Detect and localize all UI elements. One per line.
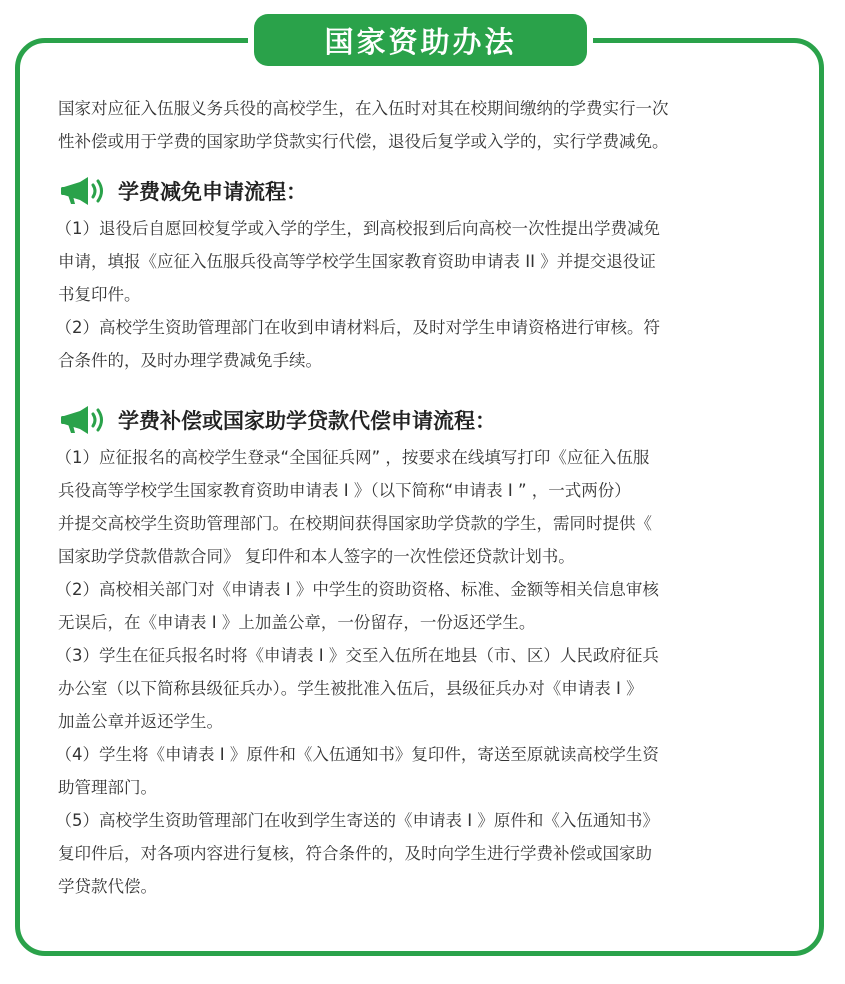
megaphone-icon bbox=[58, 174, 110, 208]
page-title: 国家资助办法 bbox=[254, 14, 587, 66]
section2-title: 学费补偿或国家助学贷款代偿申请流程： bbox=[118, 409, 496, 433]
section2-item bbox=[55, 441, 788, 573]
item-line: 国家助学贷款借款合同》 复印件和本人签字的一次性偿还贷款计划书。 bbox=[58, 547, 575, 566]
content bbox=[55, 92, 788, 903]
megaphone-icon bbox=[58, 403, 110, 437]
item-line: 合条件的，及时办理学费减免手续。 bbox=[58, 351, 322, 370]
item-line: 无误后，在《申请表 I 》上加盖公章，一份留存，一份返还学生。 bbox=[58, 613, 536, 632]
title-tab bbox=[248, 12, 593, 68]
item-line: （5）高校学生资助管理部门在收到学生寄送的《申请表 I 》原件和《入伍通知书》 bbox=[55, 811, 659, 830]
item-line: （4）学生将《申请表 I 》原件和《入伍通知书》复印件，寄送至原就读高校学生资 bbox=[55, 745, 659, 764]
section1-item bbox=[55, 212, 788, 311]
item-line: 兵役高等学校学生国家教育资助申请表 I 》（以下简称“申请表 I ” ，一式两份） bbox=[58, 481, 631, 500]
item-line: 申请，填报《应征入伍服兵役高等学校学生国家教育资助申请表 II 》并提交退役证 bbox=[58, 252, 656, 271]
item-line: 并提交高校学生资助管理部门。在校期间获得国家助学贷款的学生，需同时提供《 bbox=[58, 514, 652, 533]
item-line: 办公室（以下简称县级征兵办）。学生被批准入伍后，县级征兵办对《申请表 I 》 bbox=[58, 679, 643, 698]
item-line: 学贷款代偿。 bbox=[58, 877, 157, 896]
item-line: （1）退役后自愿回校复学或入学的学生，到高校报到后向高校一次性提出学费减免 bbox=[55, 219, 661, 238]
section1-heading bbox=[58, 172, 788, 210]
item-line: （1）应征报名的高校学生登录“全国征兵网” ，按要求在线填写打印《应征入伍服 bbox=[55, 448, 650, 467]
section2-heading bbox=[58, 401, 788, 439]
item-line: 助管理部门。 bbox=[58, 778, 157, 797]
item-line: 复印件后，对各项内容进行复核，符合条件的，及时向学生进行学费补偿或国家助 bbox=[58, 844, 652, 863]
section2-item bbox=[55, 804, 788, 903]
section2-item bbox=[55, 573, 788, 639]
section2-item bbox=[55, 738, 788, 804]
item-line: 加盖公章并返还学生。 bbox=[58, 712, 223, 731]
section1-item bbox=[55, 311, 788, 377]
intro-paragraph bbox=[58, 92, 788, 158]
item-line: 书复印件。 bbox=[58, 285, 141, 304]
section1-title: 学费减免申请流程： bbox=[118, 180, 307, 204]
section2-item bbox=[55, 639, 788, 738]
intro-line: 国家对应征入伍服义务兵役的高校学生，在入伍时对其在校期间缴纳的学费实行一次 bbox=[58, 99, 669, 118]
item-line: （2）高校相关部门对《申请表 I 》中学生的资助资格、标准、金额等相关信息审核 bbox=[55, 580, 659, 599]
item-line: （2）高校学生资助管理部门在收到申请材料后，及时对学生申请资格进行审核。符 bbox=[55, 318, 661, 337]
intro-line: 性补偿或用于学费的国家助学贷款实行代偿，退役后复学或入学的，实行学费减免。 bbox=[58, 132, 669, 151]
item-line: （3）学生在征兵报名时将《申请表 I 》交至入伍所在地县（市、区）人民政府征兵 bbox=[55, 646, 659, 665]
